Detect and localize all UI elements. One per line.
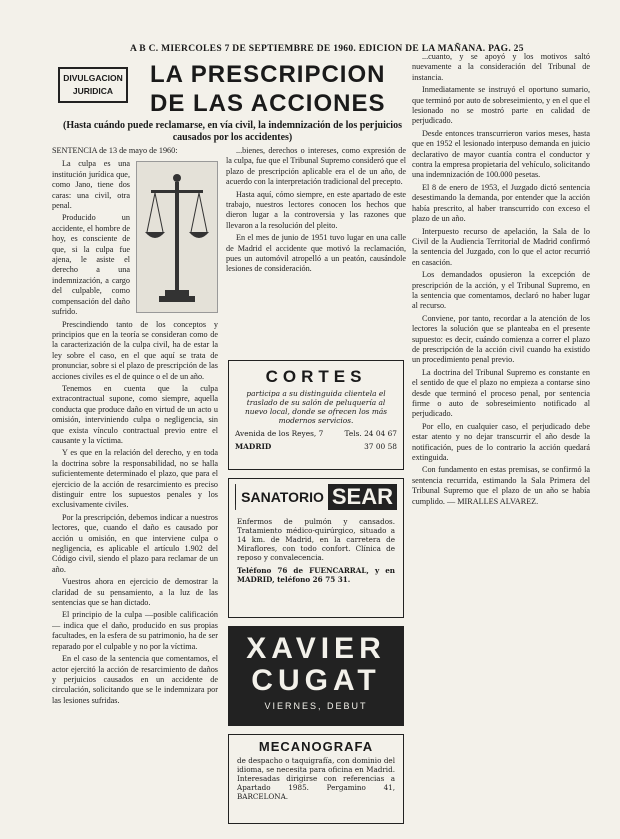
ad-mecanografa-title: MECANOGRAFA bbox=[258, 739, 374, 754]
col2-paragraph: ...bienes, derechos o intereses, como expresión de la culpa, fue que el Tribunal Supremo consideró que el plazo de prescripción aplicable era el de un año, de acuerdo con la interpretación tradicional del precepto. bbox=[226, 146, 406, 187]
ad-cortes-address-row bbox=[229, 427, 403, 440]
ad-xavier-cugat bbox=[228, 626, 404, 726]
article-column-1 bbox=[52, 146, 218, 836]
section-box-line1: DIVULGACION bbox=[63, 73, 123, 83]
ad-mecanografa bbox=[228, 734, 404, 824]
col3-paragraph: Conviene, por tanto, recordar a la atención de los lectores la solución que se planteaba en el presente supuesto: es decir, cuándo comienza a correr el plazo de prescripción de la acción civil cuando ha existido un procedimiento penal previo. bbox=[412, 313, 590, 365]
article-column-3 bbox=[412, 52, 590, 837]
ad-sanatorio-phone: Teléfono 76 de FUENCARRAL, y en MADRID, teléfono 26 75 31. bbox=[237, 566, 395, 584]
col3-paragraph: ...cuanto, y se apoyó y los motivos saltó nuevamente a la consideración del Tribunal de instancia. bbox=[412, 52, 590, 82]
ad-sanatorio-brand: SEAR bbox=[328, 484, 397, 510]
col3-paragraph: Desde entonces transcurrieron varios meses, hasta que en 1952 el lesionado interpuso demanda en juicio declarativo de mayor cuantía contra el conductor y contra la empresa propietaria del vehículo, solicitando una indemnización de 100.000 pesetas. bbox=[412, 128, 590, 180]
col3-paragraph: Inmediatamente se instruyó el oportuno sumario, que terminó por auto de sobreseimiento, y en el que el lesionado no se mostró parte en calidad de perjudicado. bbox=[412, 85, 590, 126]
col1-paragraph: Prescindiendo tanto de los conceptos y principios que en la teoría se consideran como de la caracterización de la culpa civil, ha de estar la ley sobre el caso, en el que aquí se trata de pronunciar, sobre si el plazo de prescripción de las acciones civiles es el de quince o el de un año. bbox=[52, 319, 218, 381]
col3-paragraph: Los demandados opusieron la excepción de prescripción de la acción, y el Tribunal Supremo, en la sentencia que comentamos, declaró no haber lugar al recurso. bbox=[412, 270, 590, 311]
col1-paragraph: Por la prescripción, debemos indicar a nuestros lectores, que, cuando el daño es causado por acción u omisión, en que interviene culpa o negligencia, es aplicable el artículo 1.902 del Código civil, siendo el plazo para reclamar de un año. bbox=[52, 512, 218, 574]
ad-cortes-address: Avenida de los Reyes, 7 bbox=[235, 429, 324, 438]
scales-of-justice-illustration bbox=[136, 161, 218, 313]
col3-paragraph: Interpuesto recurso de apelación, la Sala de lo Civil de la Audiencia Territorial de Madrid confirmó la sentencia del Juzgado, con lo que el actor recurrió en casación. bbox=[412, 226, 590, 267]
ad-cortes bbox=[228, 360, 404, 470]
col3-paragraph: Por ello, en cualquier caso, el perjudicado debe estar atento y no dejar transcurrir el año desde la notificación, pues de lo contrario la acción quedará extinguida. bbox=[412, 421, 590, 463]
col1-paragraph: El principio de la culpa —posible calificación— indica que el daño, producido en sus propias facultades, en la esfera de su patrimonio, ha de ser reparado por el culpable y no por la víctima. bbox=[52, 610, 218, 651]
section-box bbox=[58, 67, 128, 103]
col2-paragraph: Hasta aquí, cómo siempre, en este apartado de este trabajo, nuestros lectores conocen los hechos que dieron lugar a la controversia y las razones que llevaron a la resolución del pleito. bbox=[226, 189, 406, 230]
ad-cugat-sub: VIERNES, DEBUT bbox=[264, 701, 368, 711]
ad-sanatorio-name: SANATORIO bbox=[241, 489, 324, 505]
ad-cortes-phone2: 37 00 58 bbox=[364, 442, 397, 451]
col1-paragraph: En el caso de la sentencia que comentamos, el actor ejercitó la acción de resarcimiento de daños y perjuicios causados en un accidente de circulación, solicitando que se le indemnizara por las lesiones sufridas. bbox=[52, 654, 218, 705]
ad-cortes-city-row bbox=[229, 440, 403, 453]
ad-sanatorio-text: Enfermos de pulmón y cansados. Tratamiento médico-quirúrgico, situado a 14 km. de Madrid, en la carretera de Miraflores, con todo confort. Clínica de reposo y convalecencia. bbox=[237, 517, 395, 562]
page-header: A B C. MIERCOLES 7 DE SEPTIEMBRE DE 1960. EDICION DE LA MAÑANA. PAG. 25 bbox=[130, 44, 524, 54]
col2-paragraph: En el mes de junio de 1951 tuvo lugar en una calle de Madrid el accidente que motivó la reclamación, pues un automóvil atropelló a un peatón, causándole lesiones de consideración. bbox=[226, 233, 406, 274]
ad-cortes-text: participa a su distinguida clientela el traslado de su salón de peluquería al nuevo local, donde se ofrecen los más modernos servicios. bbox=[244, 389, 388, 425]
article-title bbox=[150, 60, 412, 118]
col1-paragraph: Tenemos en cuenta que la culpa extracontractual supone, como siempre, aquella conducta que produce daño en virtud de un acto u omisión, interviniendo culpa o negligencia, sin que exista vínculo contractual previo entre el causante y la víctima. bbox=[52, 383, 218, 445]
section-box-line2: JURIDICA bbox=[72, 86, 114, 96]
col1-paragraph: La culpa es una institución jurídica que, como Jano, tiene dos caras: una civil, otra penal. bbox=[52, 159, 130, 211]
col3-paragraph: Con fundamento en estas premisas, se confirmó la sentencia recurrida, estimando la Sala Primera del Tribunal Supremo que el plazo de un año se había cumplido. — MIRALLES ALVAREZ. bbox=[412, 465, 590, 506]
col1-paragraph: Vuestros ahora en ejercicio de demostrar la claridad de su pensamiento, a la luz de las sentencias que se han dictado. bbox=[52, 577, 218, 608]
col1-paragraph: Producido un accidente, el hombre de hoy, es consciente de que, si la culpa fue ajena, le asiste el derecho a una indemnización, a cargo del culpable, como compensación del daño sufrido. bbox=[52, 213, 130, 317]
ad-cugat-line1: XAVIER bbox=[246, 632, 386, 665]
col3-paragraph: La doctrina del Tribunal Supremo es constante en el sentido de que el plazo no empieza a contarse sino desde que terminó el proceso penal, por sentencia firme o auto de sobreseimiento notificado al perjudicado. bbox=[412, 367, 590, 419]
article-title-line2: DE LAS ACCIONES bbox=[150, 90, 386, 117]
col3-paragraph: El 8 de enero de 1953, el Juzgado dictó sentencia desestimando la demanda, por entender que la acción había prescrito, al haber transcurrido con exceso el plazo de un año. bbox=[412, 182, 590, 224]
ad-cugat-line2: CUGAT bbox=[251, 664, 381, 697]
ad-cortes-city: MADRID bbox=[235, 442, 272, 451]
ad-sanatorio-logo bbox=[235, 484, 397, 510]
ad-cortes-name: CORTES bbox=[265, 367, 367, 386]
article-column-2 bbox=[226, 146, 406, 346]
ad-mecanografa-text: de despacho o taquigrafía, con dominio del idioma, se necesita para oficina en Madrid. Interesadas dirigirse con referencias a Apartado 1985. Pergamino 41, BARCELONA. bbox=[237, 756, 395, 801]
ad-sanatorio bbox=[228, 478, 404, 618]
article-subtitle: (Hasta cuándo puede reclamarse, en vía civil, la indemnización de los perjuicios causados por los accidentes) bbox=[63, 120, 402, 143]
article-lead: SENTENCIA de 13 de mayo de 1960: bbox=[52, 146, 178, 155]
ad-cortes-phone: Tels. 24 04 67 bbox=[344, 429, 397, 438]
scales-icon bbox=[137, 162, 217, 312]
col1-paragraph: Y es que en la relación del derecho, y en toda la doctrina sobre la responsabilidad, no se halla suficientemente determinado el plazo, que para el ejercicio de la acción de resarcimiento es preciso distinguir entre los supuestos penales y los exclusivamente civiles. bbox=[52, 448, 218, 510]
article-title-line1: LA PRESCRIPCION bbox=[150, 61, 386, 88]
